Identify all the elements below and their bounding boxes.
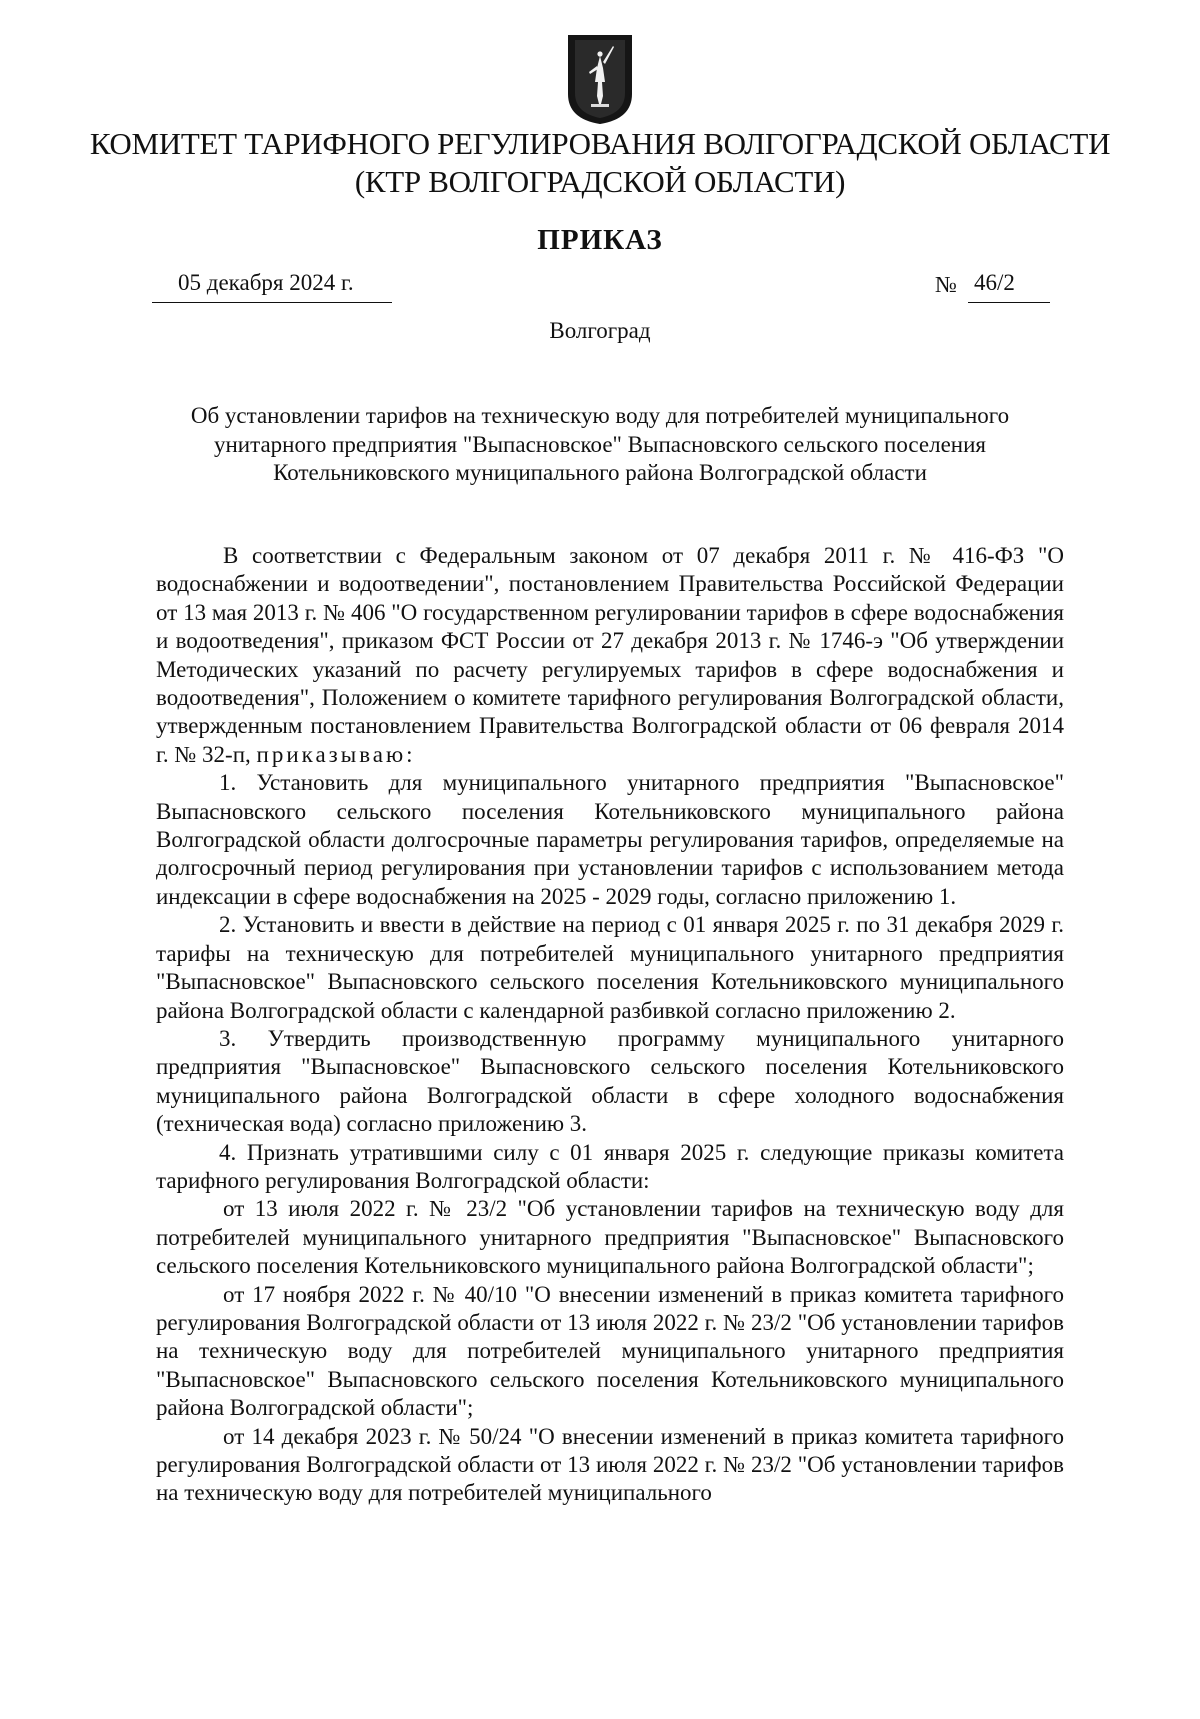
order-item-2: 2. Установить и ввести в действие на период с 01 января 2025 г. по 31 декабря 2029 г. тарифы на техническую для потребителей муниципального унитарного предприятия "Выпасновское" Выпасновского сельского поселения Котельниковского муниципального района Волгоградской области с календарной разбивкой согласно приложению 2. [156, 912, 1064, 1023]
order-word: приказываю: [256, 741, 416, 767]
order-item-3: 3. Утвердить производственную программу муниципального унитарного предприятия "Выпасновское" Выпасновского сельского поселения Котельниковского муниципального района Волгоградской области в сфере холодного водоснабжения (техническая вода) согласно приложению 3. [156, 1025, 1064, 1137]
repealed-order: от 14 декабря 2023 г. № 50/24 "О внесении изменений в приказ комитета тарифного регулирования Волгоградской области от 13 июля 2022 г. № 23/2 "Об установлении тарифов на техническую воду для потребителей муниципального [156, 1423, 1064, 1506]
repealed-order: от 13 июля 2022 г. № 23/2 "Об установлении тарифов на техническую воду для потребителей муниципального унитарного предприятия "Выпасновское" Выпасновского сельского поселения Котельниковского муниципального района Волгоградской области"; [156, 1196, 1064, 1279]
order-date: 05 декабря 2024 г. [178, 270, 354, 295]
order-body [156, 542, 1064, 1508]
coat-of-arms-emblem [567, 34, 633, 125]
order-date-field [152, 268, 392, 303]
order-number-field [968, 268, 1050, 303]
organization-name: КОМИТЕТ ТАРИФНОГО РЕГУЛИРОВАНИЯ ВОЛГОГРАДСКОЙ ОБЛАСТИ [89, 126, 1111, 161]
subject-line: Об установлении тарифов на техническую воду для потребителей муниципального [190, 403, 1010, 428]
order-subject [150, 402, 1050, 488]
order-city: Волгоград [549, 318, 651, 343]
preamble-text: В соответствии с Федеральным законом от 07 декабря 2011 г. № 416-ФЗ "О водоснабжении и водоотведении", постановлением Правительства Российской Федерации от 13 мая 2013 г. № 406 "О государственном регулировании тарифов в сфере водоснабжения и водоотведения", приказом ФСТ России от 27 декабря 2013 г. № 1746-э "Об утверждении Методических указаний по расчету регулируемых тарифов в сфере водоснабжения и водоотведения", Положением о комитете тарифного регулирования Волгоградской области, утвержденным постановлением Правительства Волгоградской области от 06 февраля 2014 г. № 32-п, [156, 543, 1064, 767]
order-item-1: 1. Установить для муниципального унитарного предприятия "Выпасновское" Выпасновского сельского поселения Котельниковского муниципального района Волгоградской области долгосрочные параметры регулирования тарифов, определяемые на долгосрочный период регулирования при установлении тарифов с использованием метода индексации в сфере водоснабжения на 2025 - 2029 годы, согласно приложению 1. [156, 770, 1064, 909]
preamble-paragraph [156, 542, 1064, 769]
organization-short-name: (КТР ВОЛГОГРАДСКОЙ ОБЛАСТИ) [354, 164, 846, 199]
subject-line: Котельниковского муниципального района Волгоградской области [273, 460, 927, 485]
repealed-order: от 17 ноября 2022 г. № 40/10 "О внесении изменений в приказ комитета тарифного регулирования Волгоградской области от 13 июля 2022 г. № 23/2 "Об установлении тарифов на техническую воду для потребителей муниципального унитарного предприятия "Выпасновское" Выпасновского сельского поселения Котельниковского муниципального района Волгоградской области"; [156, 1281, 1064, 1421]
order-item-4: 4. Признать утратившими силу с 01 января 2025 г. следующие приказы комитета тарифного регулирования Волгоградской области: [156, 1139, 1064, 1193]
document-title: ПРИКАЗ [537, 224, 663, 256]
subject-line: унитарного предприятия "Выпасновское" Выпасновского сельского поселения [214, 431, 986, 457]
order-number-label: № [935, 272, 957, 297]
order-number: 46/2 [974, 270, 1015, 295]
